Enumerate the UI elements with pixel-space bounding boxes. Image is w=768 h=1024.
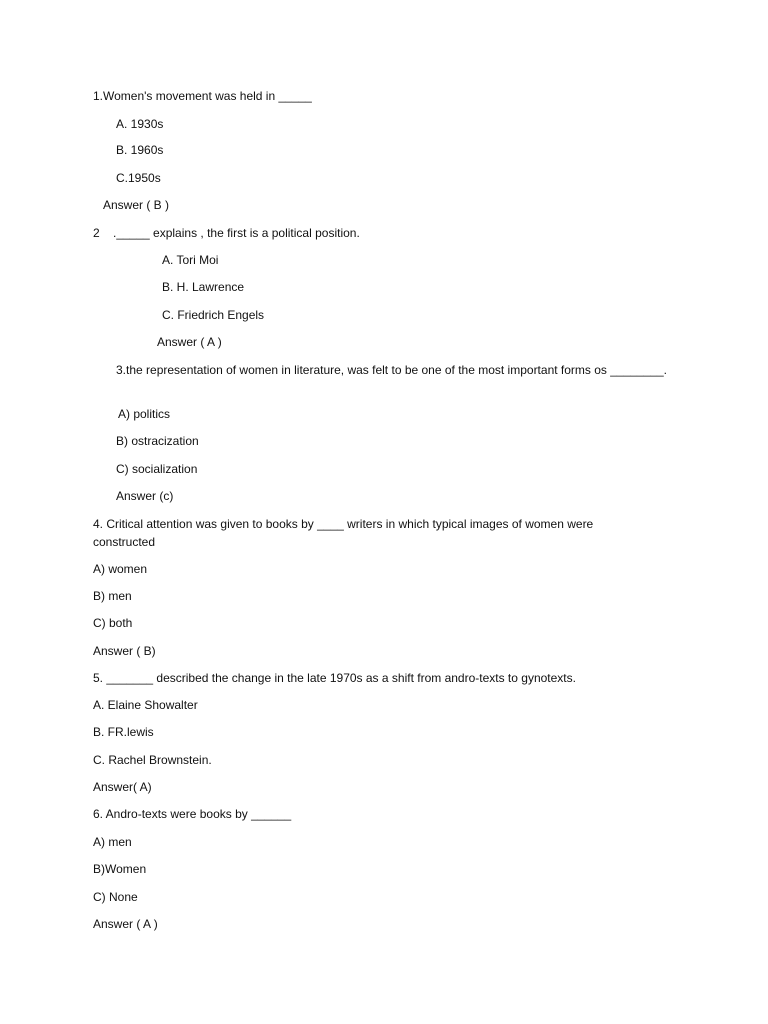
q4-question: 4. Critical attention was given to books by ____ writers in which typical images of women were constructed xyxy=(93,517,594,549)
q3-answer: Answer (c) xyxy=(116,489,174,503)
q4-option-b: B) men xyxy=(93,589,132,603)
q3-option-b: B) ostracization xyxy=(116,434,199,448)
q2-option-b: B. H. Lawrence xyxy=(162,280,245,294)
q2-question: ._____ explains , the first is a political position. xyxy=(113,226,360,240)
q6-answer: Answer ( A ) xyxy=(93,917,158,931)
q5-answer: Answer( A) xyxy=(93,780,152,794)
q2-answer: Answer ( A ) xyxy=(157,335,222,349)
q2-option-c: C. Friedrich Engels xyxy=(162,308,265,322)
q3-option-a: A) politics xyxy=(118,407,171,421)
q1-option-a: A. 1930s xyxy=(116,117,164,131)
q5-option-b: B. FR.lewis xyxy=(93,725,154,739)
q5-question: 5. _______ described the change in the late 1970s as a shift from andro-texts to gynotexts. xyxy=(93,671,576,685)
q3-question: 3.the representation of women in literature, was felt to be one of the most important forms os ________. xyxy=(116,363,667,377)
q4-answer: Answer ( B) xyxy=(93,644,156,658)
q1-answer: Answer ( B ) xyxy=(103,198,170,212)
q3-option-c: C) socialization xyxy=(116,462,198,476)
q4-option-c: C) both xyxy=(93,616,133,630)
q2-number: 2 xyxy=(93,226,100,240)
q1-option-c: C.1950s xyxy=(116,171,161,185)
q1-option-b: B. 1960s xyxy=(116,143,164,157)
q5-option-a: A. Elaine Showalter xyxy=(93,698,198,712)
q6-option-c: C) None xyxy=(93,890,138,904)
q4-option-a: A) women xyxy=(93,562,148,576)
q5-option-c: C. Rachel Brownstein. xyxy=(93,753,212,767)
q6-option-a: A) men xyxy=(93,835,132,849)
q6-question: 6. Andro-texts were books by ______ xyxy=(93,807,292,821)
q6-option-b: B)Women xyxy=(93,862,147,876)
q2-option-a: A. Tori Moi xyxy=(162,253,219,267)
q1-question: 1.Women's movement was held in _____ xyxy=(93,89,312,103)
